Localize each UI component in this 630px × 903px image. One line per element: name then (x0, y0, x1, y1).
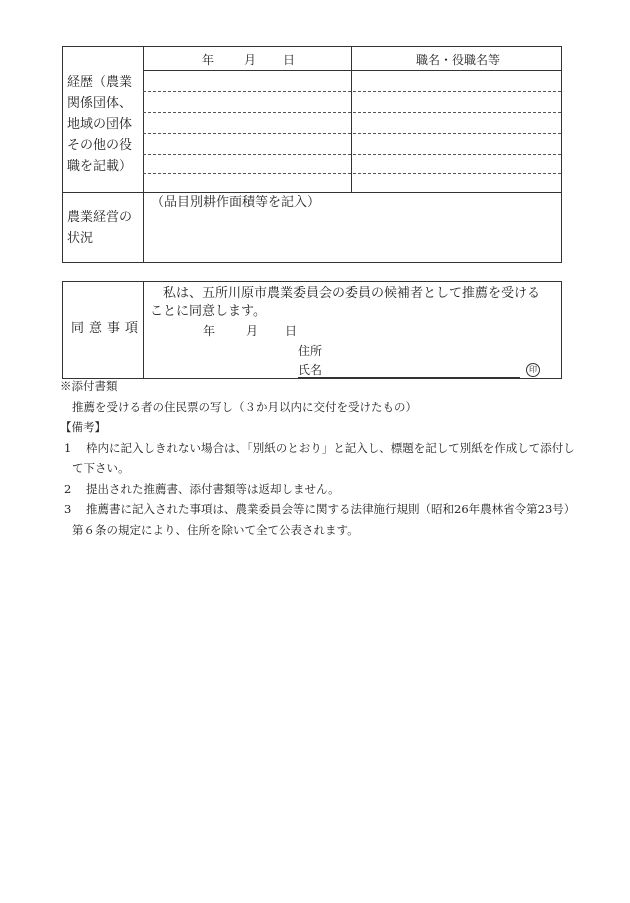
remark-text: 推薦書に記入された事項は、農業委員会等に関する法律施行規則（昭和26年農林省令第23号） (86, 502, 576, 516)
address-label: 住所 (298, 344, 323, 358)
consent-date-month: 月 (246, 324, 259, 338)
farming-label (67, 207, 132, 249)
label-column-divider (143, 282, 144, 378)
header-position: 職名・役職名等 (415, 53, 500, 67)
header-year: 年 (201, 53, 214, 67)
remark-text: 枠内に記入しきれない場合は、「別紙のとおり」と記入し、標題を記して別紙を作成して添付し (86, 441, 575, 455)
career-label-line: 関係団体、 (67, 96, 133, 111)
career-label (67, 72, 132, 177)
career-label-line: 経歴（農業 (67, 75, 133, 90)
row-divider (143, 91, 561, 92)
consent-table (62, 281, 562, 379)
career-label-line: 地域の団体 (67, 117, 133, 132)
career-label-line: その他の役 (67, 138, 133, 153)
farming-label-line: 農業経営の (67, 210, 133, 225)
attachments-title: ※添付書類 (60, 379, 118, 393)
remark-text: 第６条の規定により、住所を除いて全て公表されます。 (72, 523, 359, 537)
consent-line-1: 私は、五所川原市農業委員会の委員の候補者として推薦を受ける (163, 286, 541, 301)
header-month: 月 (243, 53, 256, 67)
header-divider (143, 70, 561, 71)
section-divider (63, 192, 561, 193)
farming-hint: （品目別耕作面積等を記入） (151, 195, 321, 210)
row-divider (143, 173, 561, 174)
header-day: 日 (282, 53, 295, 67)
consent-date-day: 日 (285, 324, 298, 338)
name-label: 氏名 (298, 363, 323, 377)
career-label-line: 職を記載） (67, 159, 133, 174)
remark-text: て下さい。 (72, 461, 130, 475)
farming-label-line: 状況 (67, 231, 94, 246)
attachments-item: 推薦を受ける者の住民票の写し（３か月以内に交付を受けたもの） (72, 400, 417, 414)
signature-line (298, 377, 520, 378)
row-divider (143, 133, 561, 134)
remarks-title: 【備考】 (60, 420, 106, 434)
row-divider (143, 154, 561, 155)
remark-text: 提出された推薦書、添付書類等は返却しません。 (86, 482, 340, 496)
consent-line-2: ことに同意します。 (150, 304, 266, 319)
remark-number: 3 (64, 502, 72, 516)
career-table (62, 46, 562, 263)
consent-label: 同意事項 (71, 321, 144, 336)
seal-mark: 印 (526, 363, 540, 377)
row-divider (143, 112, 561, 113)
remark-number: 2 (64, 482, 72, 496)
consent-date-year: 年 (203, 324, 216, 338)
column-divider (351, 47, 352, 192)
remark-number: 1 (64, 441, 72, 455)
